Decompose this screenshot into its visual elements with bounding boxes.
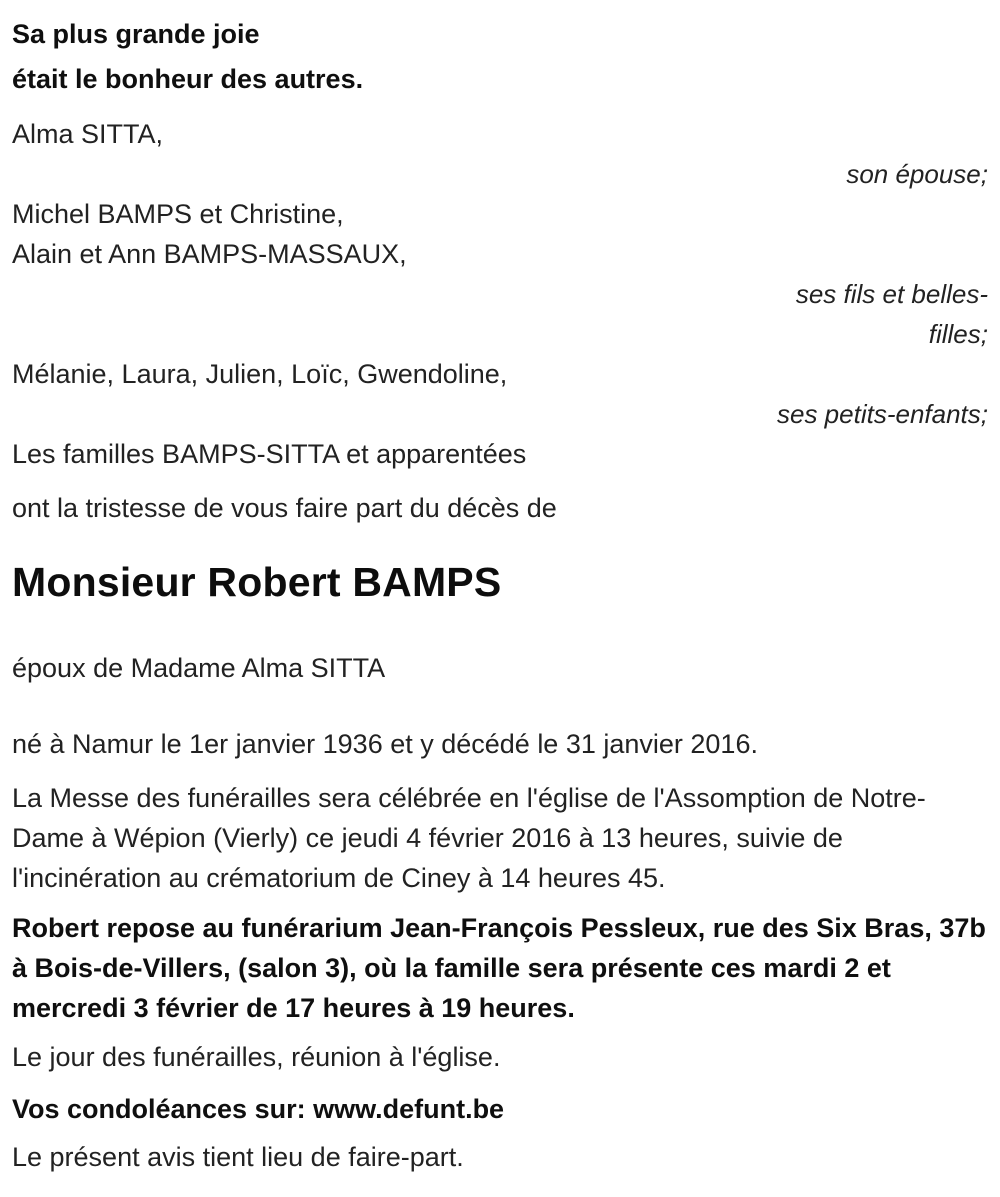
announcement-line: ont la tristesse de vous faire part du décès de — [12, 493, 557, 523]
family-entry-extended — [12, 434, 988, 474]
closing-line: Le présent avis tient lieu de faire-part. — [12, 1142, 464, 1172]
family-relation-line: ses fils et belles- — [795, 279, 988, 309]
family-relation-line: filles; — [928, 319, 988, 349]
life-dates-line: né à Namur le 1er janvier 1936 et y décédé le 31 janvier 2016. — [12, 729, 758, 759]
epigraph-line-1: Sa plus grande joie — [12, 19, 260, 49]
family-relation-line: ses petits-enfants; — [777, 399, 988, 429]
funeral-day-line: Le jour des funérailles, réunion à l'église. — [12, 1042, 501, 1072]
epigraph — [12, 12, 988, 102]
family-entry-grandchildren — [12, 354, 988, 434]
condolences-line: Vos condoléances sur: www.defunt.be — [12, 1094, 505, 1124]
family-entry-sons — [12, 194, 988, 354]
family-entry-spouse — [12, 114, 988, 194]
family-names-line: Mélanie, Laura, Julien, Loïc, Gwendoline, — [12, 359, 508, 389]
epigraph-line-2: était le bonheur des autres. — [12, 64, 364, 94]
visitation-paragraph: Robert repose au funérarium Jean-François Pessleux, rue des Six Bras, 37b à Bois-de-Villers, (salon 3), où la famille sera présente ces mardi 2 et mercredi 3 février de 17 heures à 19 heures. — [12, 913, 986, 1023]
family-relation-line: son épouse; — [846, 159, 988, 189]
deceased-name-heading: Monsieur Robert BAMPS — [12, 559, 502, 605]
family-names-line: Michel BAMPS et Christine, — [12, 199, 344, 229]
ceremony-paragraph: La Messe des funérailles sera célébrée en l'église de l'Assomption de Notre-Dame à Wépion (Vierly) ce jeudi 4 février 2016 à 13 heures, suivie de l'incinération au crématorium de Ciney à 14 heures 45. — [12, 783, 926, 893]
family-names-line: Alma SITTA, — [12, 119, 164, 149]
family-names-line: Les familles BAMPS-SITTA et apparentées — [12, 439, 527, 469]
spouse-line: époux de Madame Alma SITTA — [12, 653, 386, 683]
family-list — [12, 114, 988, 474]
family-names-line: Alain et Ann BAMPS-MASSAUX, — [12, 239, 407, 269]
